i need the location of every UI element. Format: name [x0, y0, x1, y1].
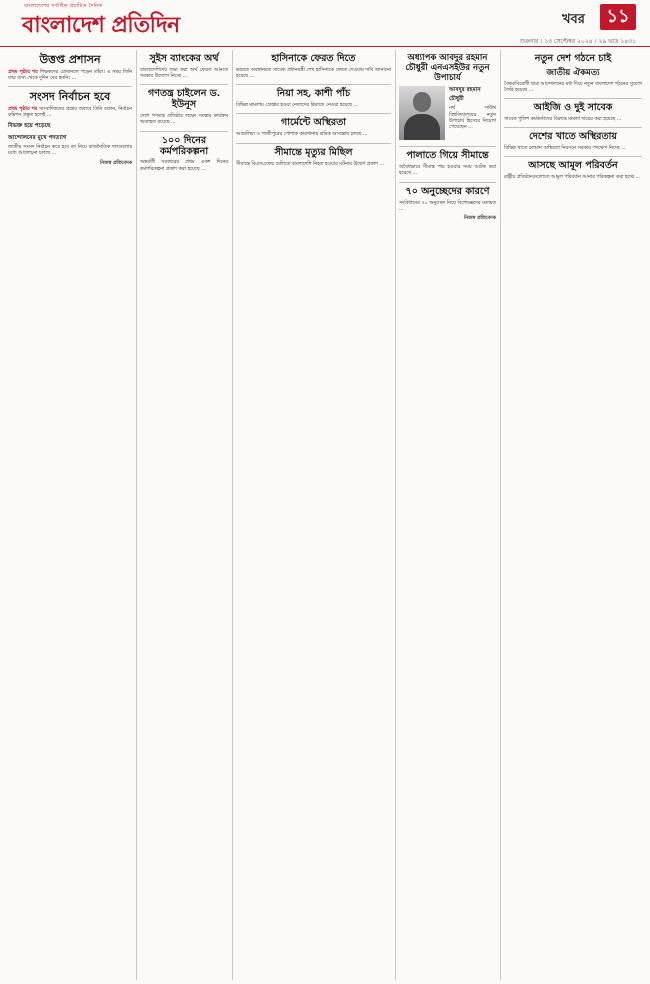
- article-body: বিভিন্ন মামলায় গ্রেপ্তার হওয়া নেতাদের রিমান্ডে নেওয়া হয়েছে ...: [236, 103, 359, 109]
- portrait-photo: [399, 86, 445, 140]
- tagline: বাংলাদেশের সর্বাধিক প্রচারিত দৈনিক: [24, 3, 103, 9]
- column-1: [8, 50, 132, 171]
- article-body: বৈষম্যবিরোধী ছাত্র আন্দোলনের মধ্য দিয়ে নতুন বাংলাদেশ গঠনের সুযোগ তৈরি হয়েছে ...: [504, 81, 642, 93]
- photo-caption: আবদুর রহমান চৌধুরী: [449, 87, 481, 103]
- issue-date: শুক্রবার । ১৩ সেপ্টেম্বর ২০২৪ । ২৯ ভাদ্র ১৪৩১: [519, 38, 636, 45]
- divider: [504, 156, 642, 157]
- divider: [140, 131, 228, 132]
- dateline: প্রথম পৃষ্ঠার পর: [8, 106, 38, 112]
- article-body: বিভিন্ন খাতে চলমান অস্থিরতা নিরসনে সরকার পদক্ষেপ নিচ্ছে ...: [504, 146, 626, 152]
- column-2: [140, 50, 228, 175]
- article-headline: আইজি ও দুই সাবেক: [533, 102, 613, 114]
- article-body: বাংলাদেশিদের জমা করা অর্থ ফেরত আনতে সরকার উদ্যোগ নিচ্ছে ...: [140, 67, 228, 80]
- article-subheadline: জাতীয় ঐকমত্য: [546, 67, 600, 78]
- article-body: জাতীয় সংসদ নির্বাচন কবে হবে তা নিয়ে রাজনৈতিক দলগুলোর মধ্যে আলোচনা চলছে ...: [8, 145, 132, 157]
- column-4: [399, 50, 496, 226]
- article-headline: আসছে আমূল পরিবর্তন: [528, 160, 618, 172]
- article-headline: ৭০ অনুচ্ছেদের কারণে: [405, 185, 490, 197]
- page-number-badge: ১১: [600, 4, 636, 30]
- article-headline: নতুন দেশ গঠনে চাই: [534, 53, 612, 64]
- article-body: রাষ্ট্রীয় প্রতিষ্ঠানগুলোতে আমূল পরিবর্তন আনার পরিকল্পনা করা হচ্ছে ...: [504, 175, 641, 181]
- column-divider: [395, 50, 396, 980]
- article-body: শিক্ষকদের রোষানলে পড়েন তাঁরা। এ সময় তিনি তার বাসা থেকে দুদিন বের হননি। ...: [8, 69, 132, 81]
- column-divider: [500, 50, 501, 980]
- newspaper-logo: বাংলাদেশ প্রতিদিন: [22, 12, 180, 38]
- article-headline: গার্মেন্টে অস্থিরতা: [280, 117, 346, 129]
- divider: [236, 113, 391, 114]
- article-body: ভারতে অবস্থানরত সাবেক প্রধানমন্ত্রী শেখ হাসিনাকে ফেরত দেওয়ার দাবি জানানো হয়েছে ...: [236, 67, 391, 80]
- article-body: আশুলিয়া ও গাজীপুরের পোশাক কারখানায় শ্রমিক অসন্তোষ চলছে ...: [236, 132, 368, 138]
- portrait-head: [413, 92, 431, 112]
- divider: [236, 143, 391, 144]
- article-headline: সুইস ব্যাংকের অর্থ: [149, 53, 219, 64]
- article-headline: নিয়া সহ, কাশী পাঁচ: [276, 88, 351, 100]
- article-headline: উত্তপ্ত প্রশাসন: [39, 53, 101, 66]
- article-headline: গণতন্ত্র চাইলেন ড. ইউনূস: [148, 88, 220, 111]
- byline: নিজস্ব প্রতিবেদক: [463, 215, 496, 221]
- divider: [504, 127, 642, 128]
- column-divider: [136, 50, 137, 980]
- article-headline: সংসদ নির্বাচন হবে: [29, 90, 111, 104]
- column-5: [504, 50, 642, 183]
- subhead: আন্দোলনের মুখে পদত্যাগ: [8, 135, 67, 142]
- divider: [236, 84, 391, 85]
- article-headline: দেশের খাতে অস্থিরতায়: [528, 131, 617, 143]
- masthead: [0, 0, 650, 38]
- article-headline: অধ্যাপক আবদুর রহমান চৌধুরী এনএসইউর নতুন উপাচার্য: [405, 53, 490, 83]
- column-3: [236, 50, 391, 170]
- article-body: সীমান্তে বিএসএফের গুলিতে বাংলাদেশি নিহত হওয়ার ঘটনায় উদ্বেগ প্রকাশ ...: [236, 161, 384, 167]
- article-headline: পালাতে গিয়ে সীমান্তে: [406, 150, 489, 162]
- dateline: প্রথম পৃষ্ঠার পর: [8, 69, 38, 75]
- article-body: অন্তর্বর্তী সরকারের প্রথম একশ দিনের কর্মপরিকল্পনা প্রকাশ করা হয়েছে ...: [140, 160, 228, 172]
- article-body: নর্থ সাউথ বিশ্ববিদ্যালয়ের নতুন উপাচার্য হিসেবে নিয়োগ পেয়েছেন ...: [449, 106, 496, 130]
- date-line: [0, 36, 650, 47]
- divider: [140, 84, 228, 85]
- divider: [504, 98, 642, 99]
- portrait-shoulders: [404, 114, 440, 140]
- article-headline: ১০০ দিনের কর্মপরিকল্পনা: [159, 134, 209, 157]
- divider: [399, 146, 496, 147]
- article-body: সাবেক পুলিশ কর্মকর্তাদের বিরুদ্ধে মামলা দায়ের করা হয়েছে ...: [504, 117, 622, 123]
- article-body: অবৈধভাবে সীমান্ত পার হওয়ার সময় আটক করা হয়েছে ...: [399, 165, 496, 177]
- article-headline: হাসিনাকে ফেরত দিতে: [271, 53, 356, 64]
- divider: [8, 86, 132, 87]
- article-body: সংবিধানের ৭০ অনুচ্ছেদ নিয়ে বিশেষজ্ঞদের মতামত ...: [399, 200, 496, 212]
- section-label: খবর: [562, 12, 585, 27]
- article-body: দেশে গণতন্ত্র প্রতিষ্ঠার লক্ষ্যে সংস্কার কার্যক্রম অব্যাহত রয়েছে ...: [140, 114, 228, 126]
- article-headline: সীমান্তে মৃত্যুর মিছিল: [274, 146, 353, 158]
- article-body: সাংবাদিকদের প্রশ্নের জবাবে তিনি বলেন, নির্বাচন কমিশন প্রস্তুত হলেই ...: [8, 106, 132, 118]
- divider: [399, 182, 496, 183]
- subhead: বিভক্ত হয়ে পড়েছে: [8, 123, 51, 130]
- column-divider: [232, 50, 233, 980]
- byline: নিজস্ব প্রতিবেদক: [99, 160, 132, 166]
